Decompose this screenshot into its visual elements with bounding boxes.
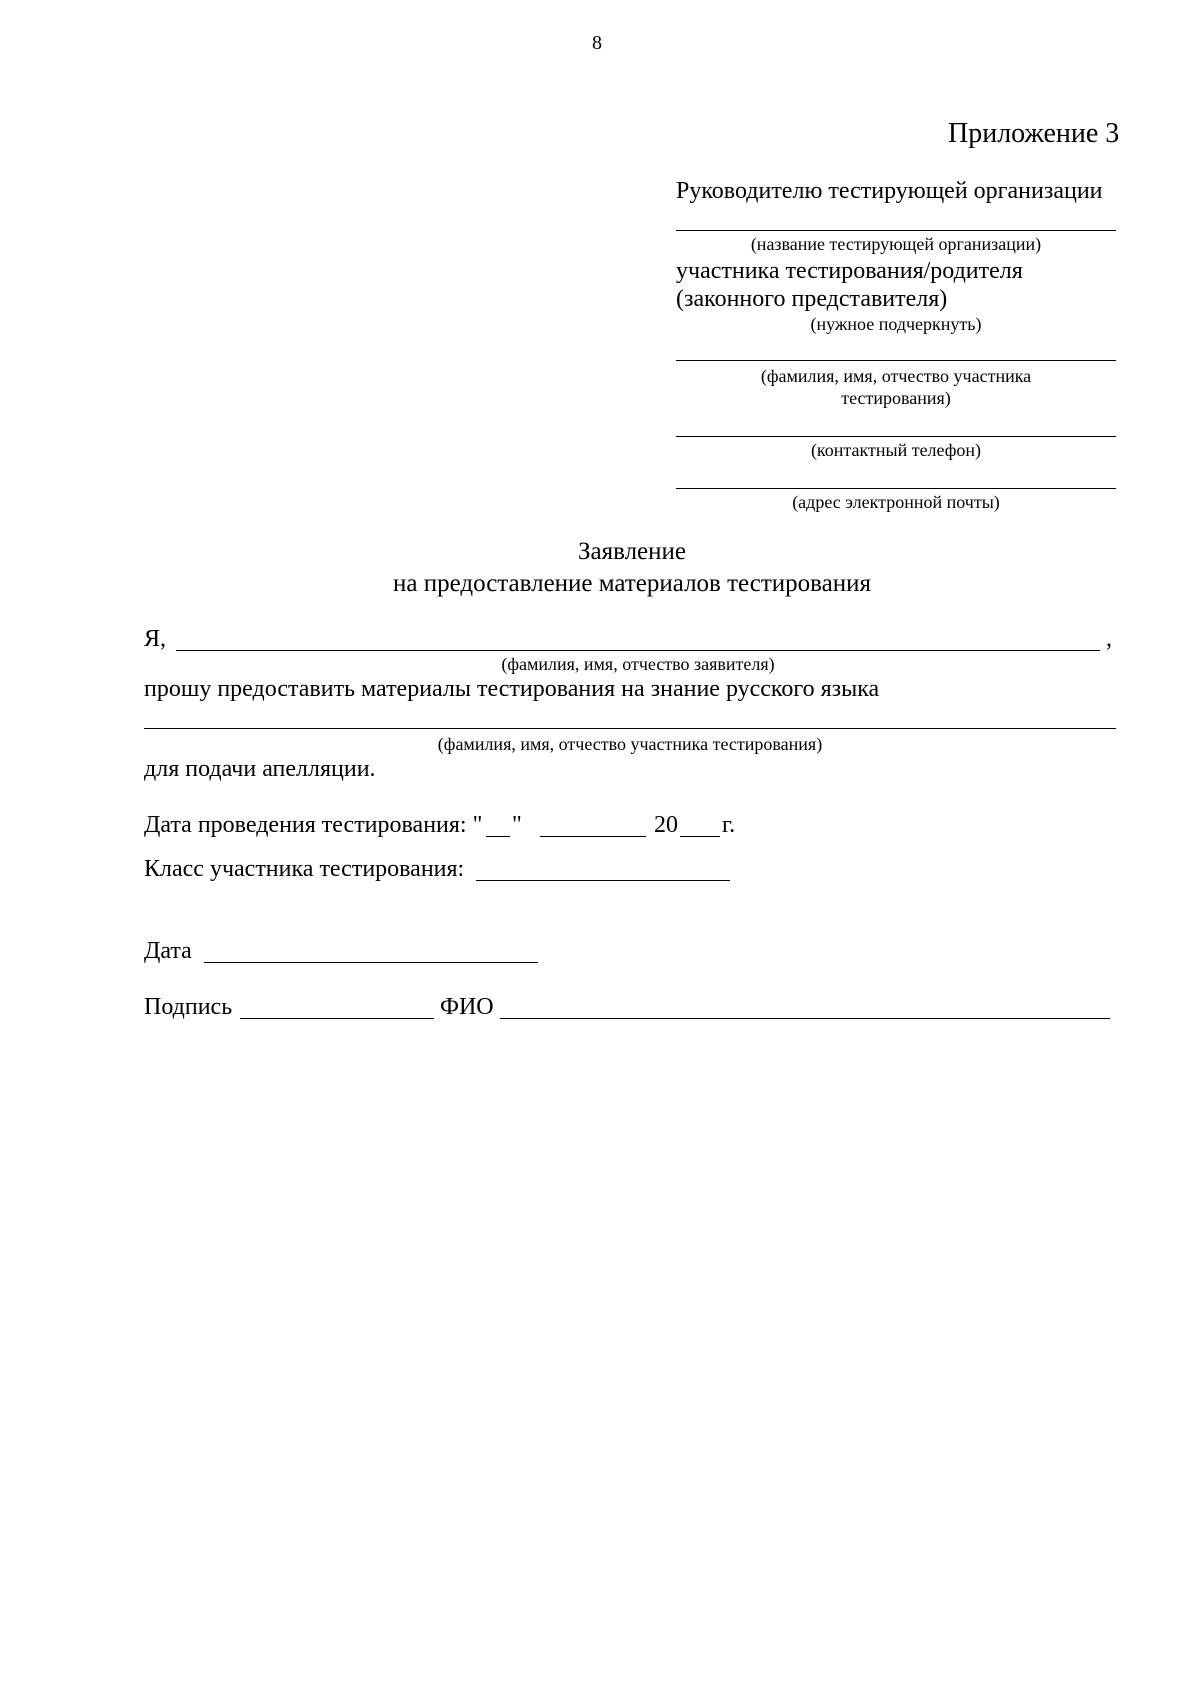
document-subtitle: на предоставление материалов тестирования	[392, 570, 871, 597]
email-line	[676, 488, 1116, 489]
date-blank	[204, 962, 538, 963]
applicant-name-line	[176, 650, 1100, 651]
signature-blank	[240, 1018, 434, 1019]
request-text: прошу предоставить материалы тестирования на знание русского языка	[144, 676, 880, 702]
appendix-label: Приложение 3	[948, 118, 1120, 149]
signature-label: Подпись	[144, 994, 233, 1020]
class-blank	[476, 880, 730, 881]
test-date-quote-close: "	[512, 812, 522, 838]
page-number: 8	[592, 32, 602, 54]
purpose-text: для подачи апелляции.	[144, 756, 376, 782]
test-year-blank	[680, 836, 720, 837]
test-year-suffix: г.	[722, 812, 736, 838]
phone-caption: (контактный телефон)	[810, 440, 982, 460]
applicant-caption: (фамилия, имя, отчество заявителя)	[501, 654, 775, 674]
sender-line-1: участника тестирования/родителя	[676, 258, 1023, 284]
email-caption: (адрес электронной почты)	[792, 492, 1000, 512]
participant-full-name-line	[144, 728, 1116, 729]
class-label: Класс участника тестирования:	[144, 856, 465, 882]
date-label: Дата	[144, 938, 192, 964]
participant-name-line	[676, 360, 1116, 361]
test-year-prefix: 20	[654, 812, 678, 838]
applicant-line-comma: ,	[1106, 626, 1112, 652]
org-name-caption: (название тестирующей организации)	[750, 234, 1042, 254]
fio-label: ФИО	[440, 994, 494, 1020]
addressee-text: Руководителю тестирующей организации	[676, 178, 1103, 204]
fio-blank	[500, 1018, 1110, 1019]
test-date-label: Дата проведения тестирования: "	[144, 812, 483, 838]
test-month-blank	[540, 836, 646, 837]
phone-line	[676, 436, 1116, 437]
participant-full-caption: (фамилия, имя, отчество участника тестирования)	[437, 734, 823, 754]
document-title: Заявление	[577, 538, 687, 565]
participant-caption-2: тестирования)	[841, 388, 951, 408]
underline-hint: (нужное подчеркнуть)	[810, 314, 982, 334]
sender-line-2: (законного представителя)	[676, 286, 948, 312]
participant-caption-1: (фамилия, имя, отчество участника	[760, 366, 1032, 386]
test-day-blank	[486, 836, 510, 837]
org-name-line	[676, 230, 1116, 231]
i-label: Я,	[144, 626, 167, 652]
